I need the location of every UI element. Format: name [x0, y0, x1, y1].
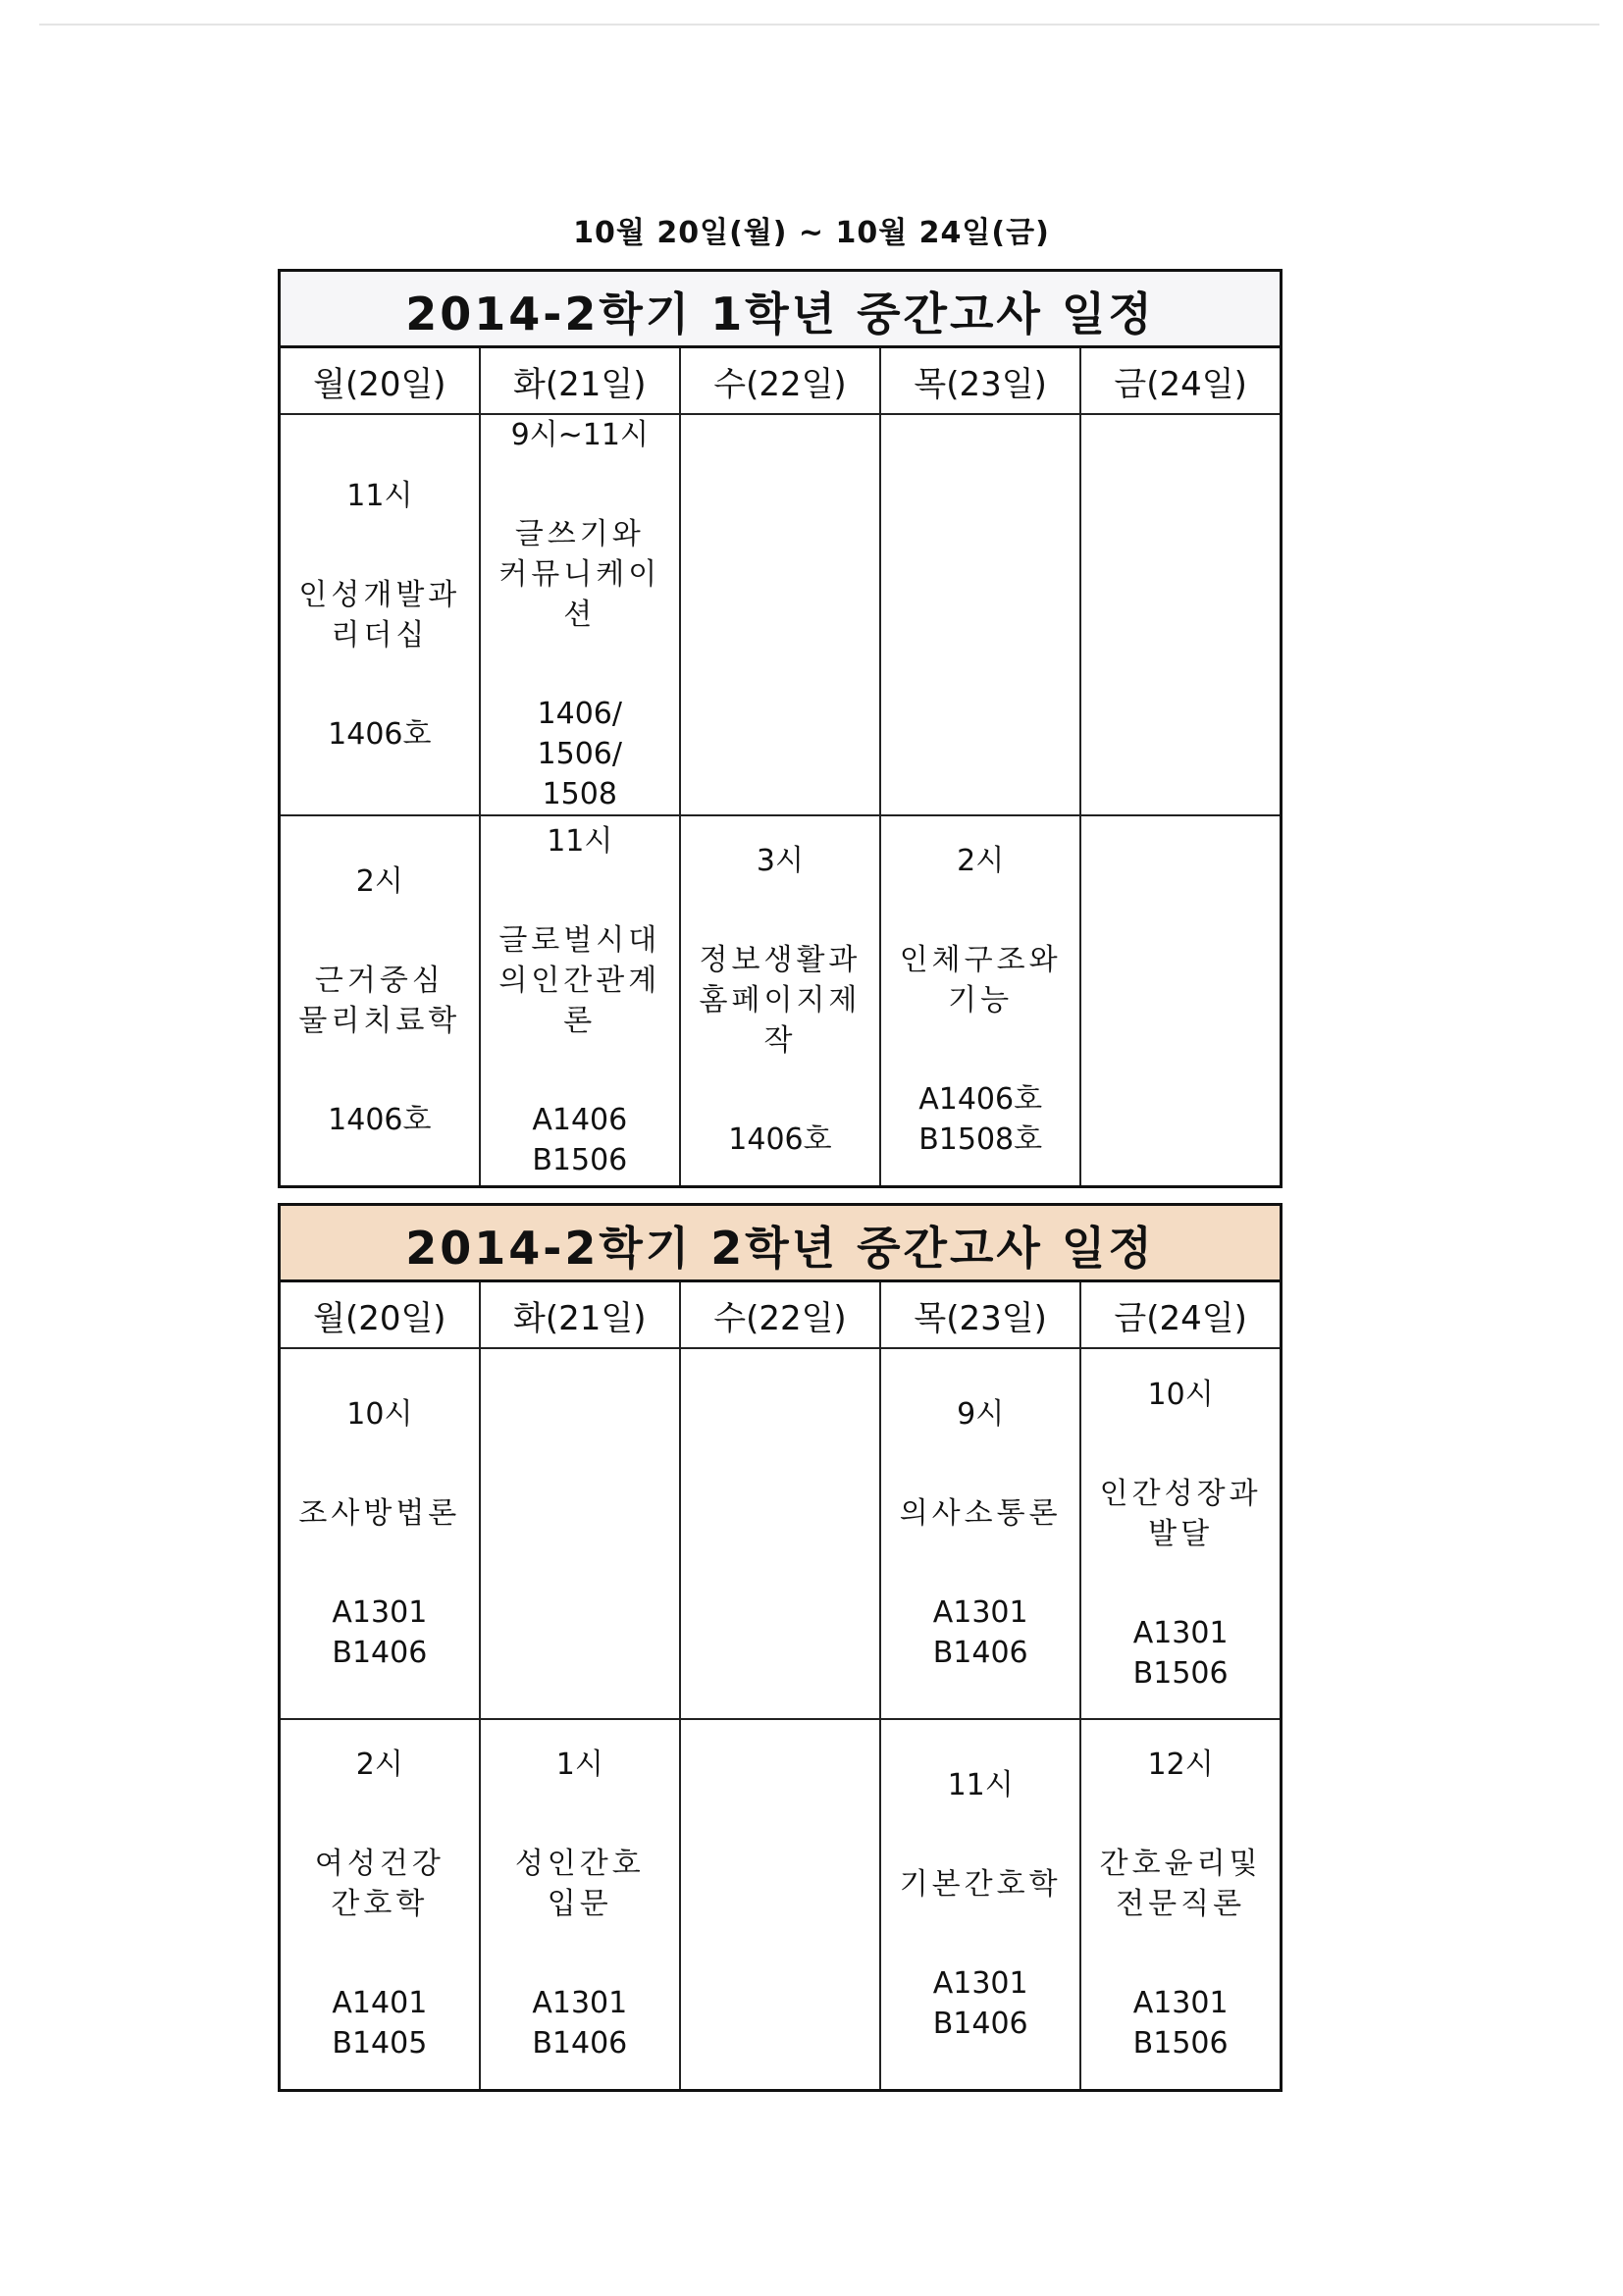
exam-cell [280, 815, 480, 1186]
exam-subject-line: 글로벌시대 [498, 922, 661, 958]
grade1-title-box [278, 269, 1283, 345]
exam-subject-line: 성인간호 [514, 1847, 645, 1882]
grade1-table [278, 345, 1283, 1188]
exam-subject-line: 의사소통론 [899, 1496, 1062, 1531]
exam-cell [880, 815, 1080, 1186]
empty-cell [1080, 414, 1281, 815]
day-header-tue: 화(21일) [480, 1281, 680, 1349]
exam-subject-line: 인간성장과 [1099, 1476, 1262, 1511]
exam-subject-line: 기능 [948, 983, 1014, 1018]
day-header-fri: 금(24일) [1080, 347, 1281, 415]
exam-subject-line: 션 [563, 598, 597, 632]
grade2-schedule [278, 1203, 1283, 2092]
exam-cell [880, 1719, 1080, 2090]
exam-row [280, 414, 1282, 815]
exam-cell [680, 815, 880, 1186]
exam-time: 10시 [1147, 1377, 1214, 1412]
exam-room: 1406호 [728, 1122, 832, 1158]
exam-room: 1406/ 1506/ 1508 [537, 697, 623, 811]
exam-room: A1301 B1406 [932, 1595, 1028, 1670]
day-header-wed: 수(22일) [680, 1281, 880, 1349]
exam-subject-line: 작 [763, 1023, 797, 1059]
exam-subject-line: 인체구조와 [899, 943, 1062, 978]
grade2-header-row [280, 1281, 1282, 1349]
exam-room: A1406호 B1508호 [918, 1082, 1043, 1158]
grade1-schedule [278, 269, 1283, 1188]
grade1-table-body [280, 414, 1282, 1186]
day-header-fri: 금(24일) [1080, 1281, 1281, 1349]
exam-cell [280, 1348, 480, 1719]
day-header-mon: 월(20일) [280, 1281, 480, 1349]
exam-room: 1406호 [328, 716, 432, 752]
scan-edge-line [39, 24, 1599, 26]
exam-subject-line: 조사방법론 [298, 1496, 461, 1531]
empty-cell [480, 1348, 680, 1719]
exam-time: 2시 [355, 1748, 403, 1783]
exam-row [280, 1719, 1282, 2090]
grade2-title: 2014-2학기 2학년 중간고사 일정 [405, 1221, 1155, 1275]
exam-time: 10시 [346, 1397, 413, 1432]
empty-cell [680, 414, 880, 815]
exam-cell [880, 1348, 1080, 1719]
exam-room: A1301 B1506 [1132, 1986, 1229, 2061]
exam-room: A1301 B1406 [332, 1595, 428, 1670]
grade2-table [278, 1279, 1283, 2092]
exam-subject-line: 홈페이지제 [699, 983, 862, 1018]
day-header-mon: 월(20일) [280, 347, 480, 415]
exam-row [280, 815, 1282, 1186]
exam-time: 1시 [555, 1748, 603, 1783]
exam-room: A1301 B1406 [932, 1965, 1028, 2041]
exam-subject-line: 정보생활과 [699, 943, 862, 978]
grade1-header-row [280, 347, 1282, 415]
empty-cell [880, 414, 1080, 815]
exam-room: 1406호 [328, 1102, 432, 1137]
exam-time: 12시 [1147, 1748, 1214, 1783]
exam-subject-line: 글쓰기와 [514, 517, 645, 551]
exam-row [280, 1348, 1282, 1719]
exam-subject-line: 인성개발과 [298, 577, 461, 612]
exam-subject-line: 물리치료학 [298, 1003, 461, 1038]
exam-room: A1401 B1405 [332, 1986, 428, 2061]
grade2-table-body [280, 1348, 1282, 2090]
exam-subject-line: 근거중심 [314, 963, 445, 998]
exam-cell [480, 1719, 680, 2090]
exam-cell [280, 1719, 480, 2090]
exam-time: 11시 [346, 478, 413, 513]
exam-cell [1080, 1719, 1281, 2090]
exam-time: 11시 [947, 1767, 1014, 1802]
exam-room: A1301 B1506 [1132, 1615, 1229, 1691]
exam-cell [480, 815, 680, 1186]
exam-subject-line: 간호윤리및 [1099, 1847, 1262, 1882]
empty-cell [680, 1719, 880, 2090]
day-header-thu: 목(23일) [880, 347, 1080, 415]
exam-time: 2시 [957, 844, 1005, 879]
exam-cell [480, 414, 680, 815]
exam-time: 9시 [957, 1397, 1005, 1432]
exam-subject-line: 론 [563, 1003, 597, 1038]
exam-subject-line: 간호학 [331, 1887, 429, 1922]
exam-subject-line: 의인간관계 [498, 963, 661, 998]
exam-time: 9시~11시 [510, 418, 649, 452]
day-header-thu: 목(23일) [880, 1281, 1080, 1349]
empty-cell [680, 1348, 880, 1719]
exam-subject-line: 전문직론 [1116, 1887, 1246, 1922]
exam-time: 2시 [355, 863, 403, 899]
exam-subject-line: 발달 [1148, 1516, 1214, 1551]
day-header-wed: 수(22일) [680, 347, 880, 415]
exam-subject-line: 커뮤니케이 [498, 557, 661, 592]
grade2-title-box [278, 1203, 1283, 1279]
exam-room: A1301 B1406 [532, 1986, 628, 2061]
exam-time: 11시 [547, 823, 613, 859]
grade1-title: 2014-2학기 1학년 중간고사 일정 [405, 287, 1155, 340]
exam-room: A1406 B1506 [532, 1102, 628, 1177]
day-header-tue: 화(21일) [480, 347, 680, 415]
exam-subject-line: 입문 [547, 1887, 612, 1922]
exam-cell [280, 414, 480, 815]
empty-cell [1080, 815, 1281, 1186]
exam-cell [1080, 1348, 1281, 1719]
exam-subject-line: 기본간호학 [899, 1866, 1062, 1902]
exam-time: 3시 [756, 844, 804, 879]
exam-subject-line: 여성건강 [314, 1847, 445, 1882]
exam-subject-line: 리더십 [331, 617, 429, 652]
date-range-heading: 10월 20일(월) ~ 10월 24일(금) [573, 216, 1050, 250]
